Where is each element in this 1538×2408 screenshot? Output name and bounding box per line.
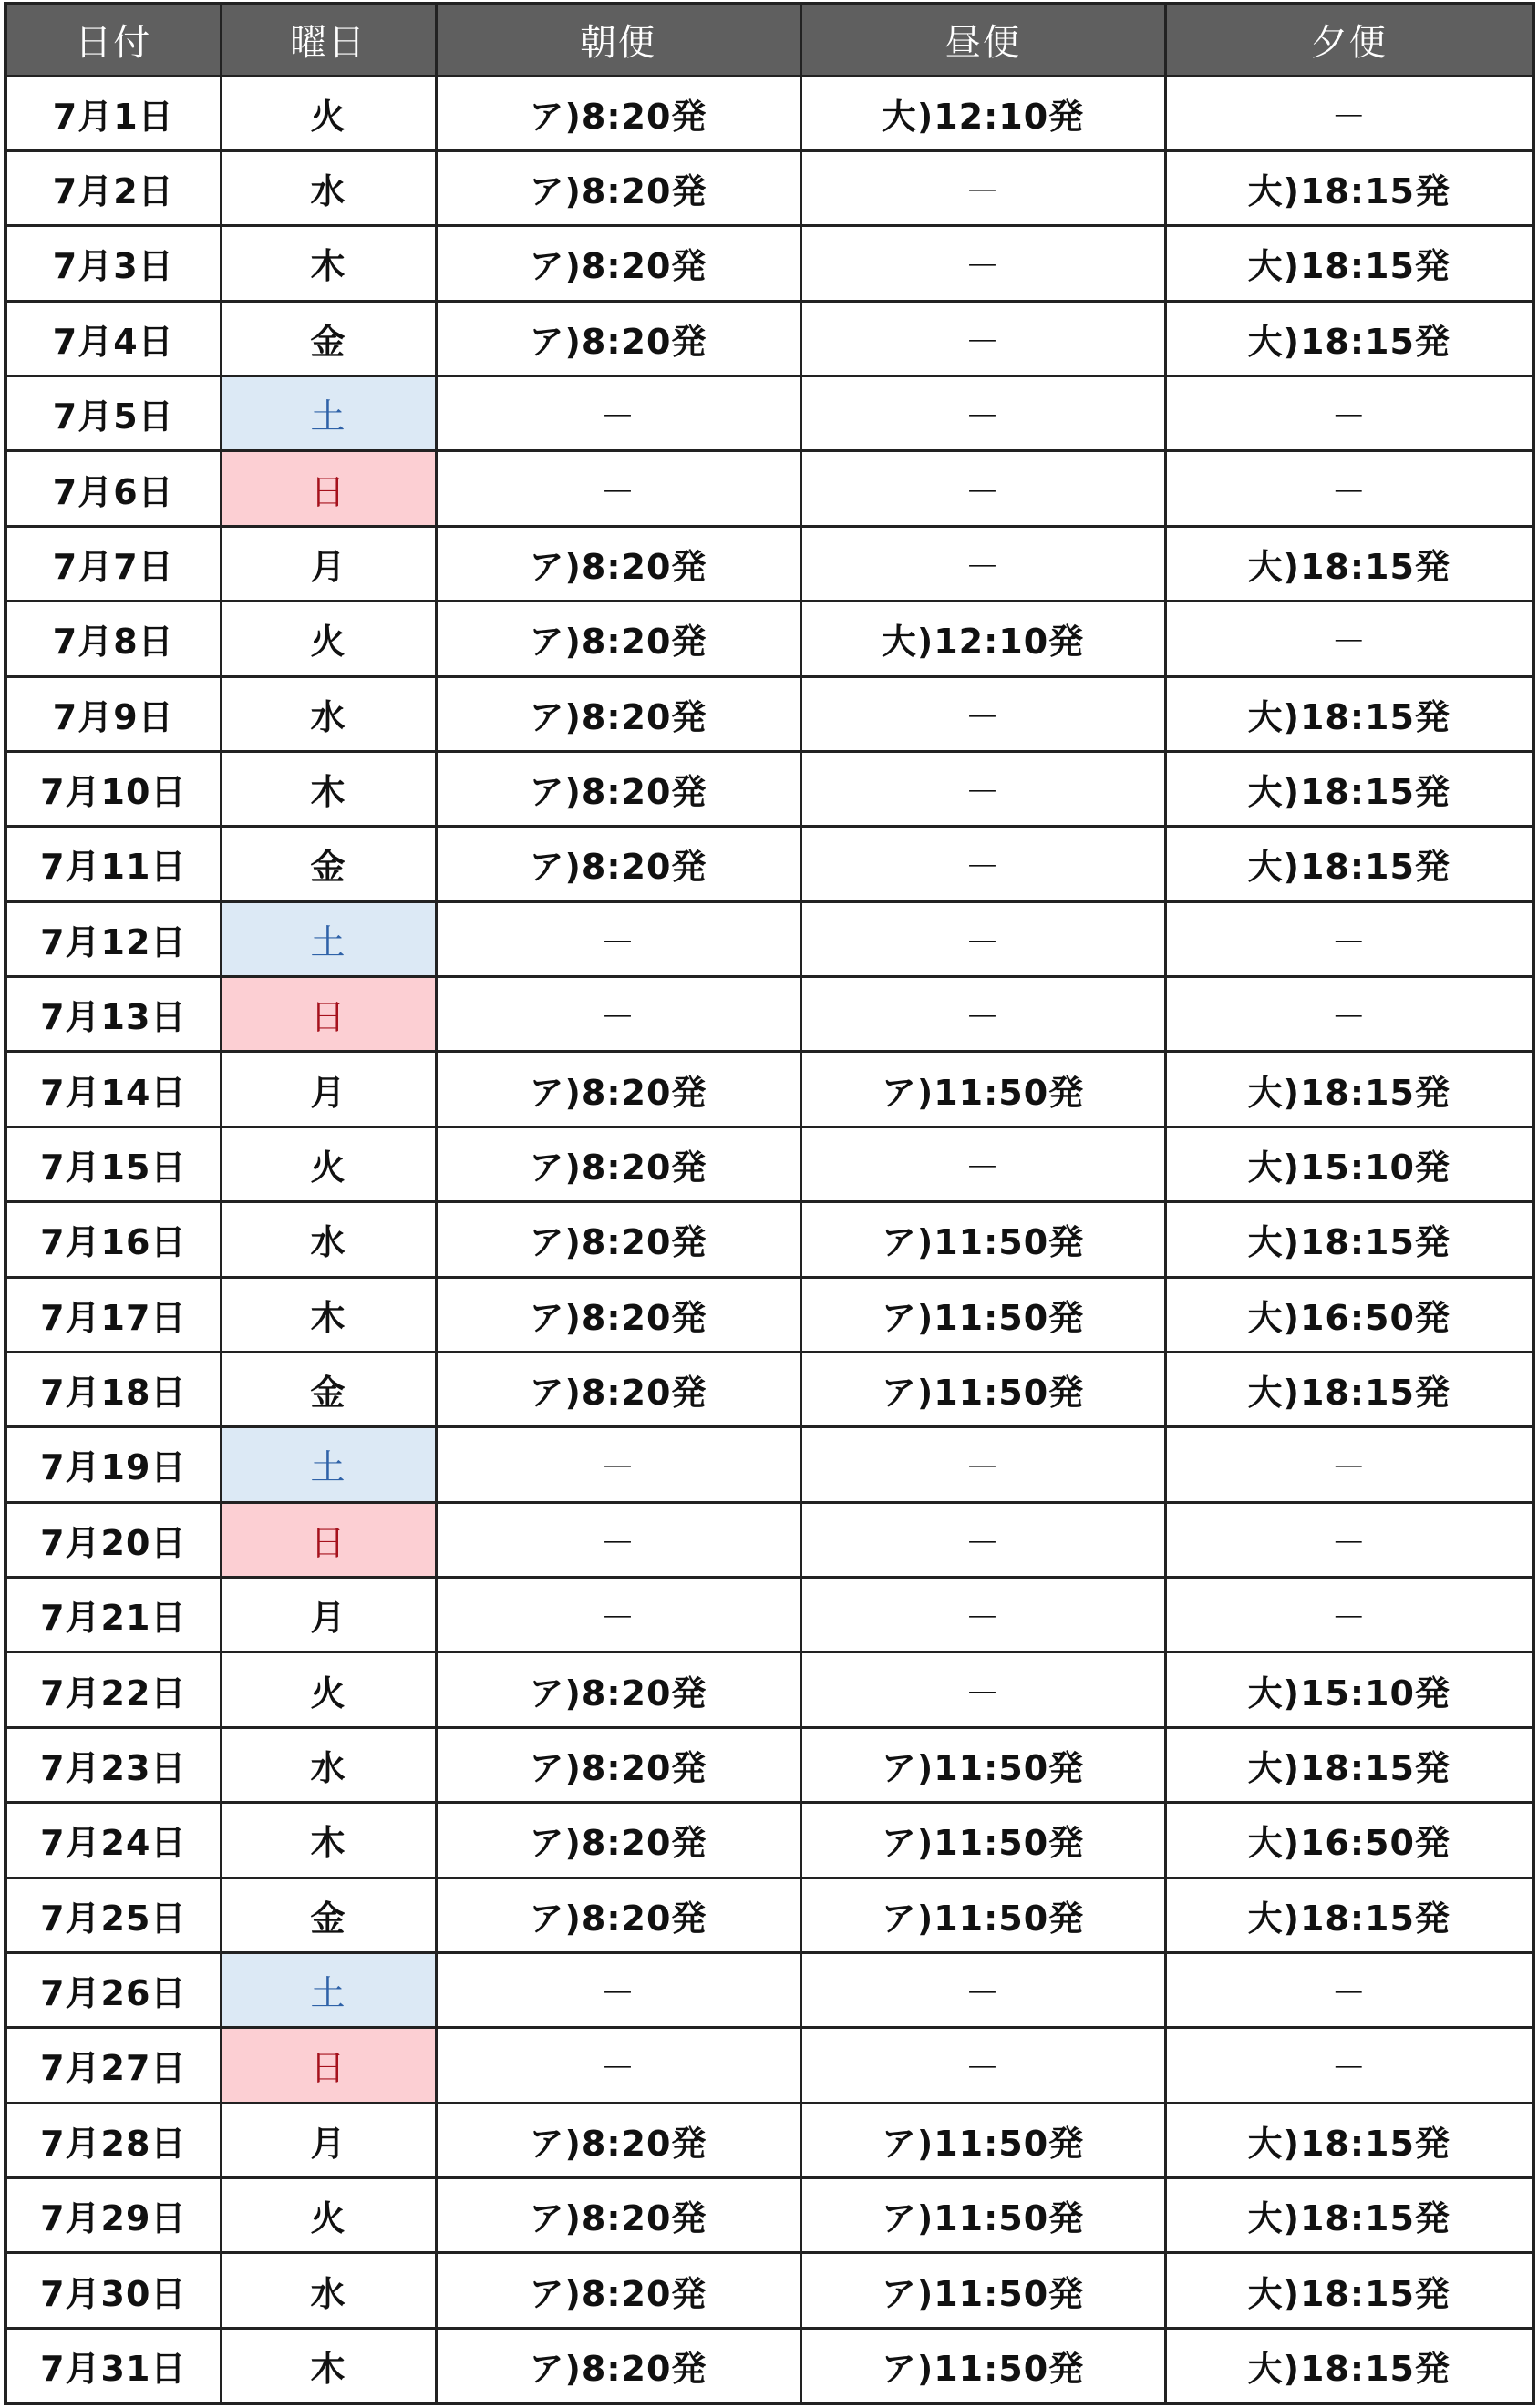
- table-row: [5, 1652, 1533, 1727]
- date-cell: 7月31日: [5, 2328, 221, 2403]
- date-cell: 7月16日: [5, 1202, 221, 1277]
- table-header: [5, 4, 1533, 76]
- evening-cell: 大)15:10発: [1165, 1652, 1533, 1727]
- evening-cell: 大)18:15発: [1165, 827, 1533, 901]
- noon-cell: ア)11:50発: [800, 1878, 1165, 1952]
- date-cell: 7月10日: [5, 751, 221, 826]
- noon-cell: －: [800, 526, 1165, 601]
- table-row: [5, 1427, 1533, 1502]
- evening-cell: －: [1165, 1502, 1533, 1577]
- evening-cell: 大)18:15発: [1165, 226, 1533, 301]
- morning-cell: －: [436, 451, 800, 526]
- evening-cell: 大)16:50発: [1165, 1803, 1533, 1878]
- noon-cell: ア)11:50発: [800, 2178, 1165, 2253]
- morning-cell: －: [436, 1952, 800, 2027]
- date-cell: 7月19日: [5, 1427, 221, 1502]
- weekday-cell: 水: [221, 676, 436, 751]
- weekday-cell: 金: [221, 1878, 436, 1952]
- evening-cell: 大)18:15発: [1165, 1878, 1533, 1952]
- evening-cell: －: [1165, 451, 1533, 526]
- morning-cell: ア)8:20発: [436, 827, 800, 901]
- weekday-cell: 日: [221, 2028, 436, 2103]
- noon-cell: ア)11:50発: [800, 1803, 1165, 1878]
- morning-cell: ア)8:20発: [436, 751, 800, 826]
- table-row: [5, 1202, 1533, 1277]
- noon-cell: －: [800, 1652, 1165, 1727]
- weekday-cell: 木: [221, 1803, 436, 1878]
- evening-cell: －: [1165, 1578, 1533, 1652]
- evening-cell: 大)18:15発: [1165, 150, 1533, 225]
- morning-cell: ア)8:20発: [436, 1878, 800, 1952]
- weekday-cell: 日: [221, 1502, 436, 1577]
- date-cell: 7月3日: [5, 226, 221, 301]
- morning-cell: －: [436, 901, 800, 976]
- noon-cell: －: [800, 376, 1165, 451]
- date-cell: 7月27日: [5, 2028, 221, 2103]
- morning-cell: ア)8:20発: [436, 1652, 800, 1727]
- date-cell: 7月20日: [5, 1502, 221, 1577]
- table-row: [5, 2103, 1533, 2177]
- date-cell: 7月1日: [5, 76, 221, 150]
- date-cell: 7月12日: [5, 901, 221, 976]
- date-cell: 7月5日: [5, 376, 221, 451]
- weekday-cell: 土: [221, 1427, 436, 1502]
- date-cell: 7月25日: [5, 1878, 221, 1952]
- date-cell: 7月21日: [5, 1578, 221, 1652]
- table-row: [5, 977, 1533, 1052]
- noon-cell: ア)11:50発: [800, 2253, 1165, 2328]
- date-cell: 7月17日: [5, 1277, 221, 1352]
- noon-cell: 大)12:10発: [800, 76, 1165, 150]
- table-row: [5, 1352, 1533, 1426]
- noon-cell: －: [800, 977, 1165, 1052]
- date-cell: 7月26日: [5, 1952, 221, 2027]
- date-cell: 7月9日: [5, 676, 221, 751]
- morning-cell: ア)8:20発: [436, 2178, 800, 2253]
- morning-cell: ア)8:20発: [436, 526, 800, 601]
- weekday-cell: 火: [221, 76, 436, 150]
- weekday-cell: 金: [221, 827, 436, 901]
- evening-cell: －: [1165, 977, 1533, 1052]
- noon-cell: －: [800, 1427, 1165, 1502]
- noon-cell: ア)11:50発: [800, 1727, 1165, 1802]
- noon-cell: ア)11:50発: [800, 2328, 1165, 2403]
- date-cell: 7月22日: [5, 1652, 221, 1727]
- noon-cell: －: [800, 751, 1165, 826]
- morning-cell: －: [436, 2028, 800, 2103]
- evening-cell: 大)18:15発: [1165, 751, 1533, 826]
- table-row: [5, 1578, 1533, 1652]
- weekday-cell: 火: [221, 2178, 436, 2253]
- weekday-cell: 月: [221, 1052, 436, 1127]
- table-row: [5, 76, 1533, 150]
- table-row: [5, 901, 1533, 976]
- table-row: [5, 150, 1533, 225]
- date-cell: 7月2日: [5, 150, 221, 225]
- table-row: [5, 1878, 1533, 1952]
- morning-cell: ア)8:20発: [436, 2253, 800, 2328]
- noon-cell: 大)12:10発: [800, 602, 1165, 676]
- date-cell: 7月6日: [5, 451, 221, 526]
- evening-cell: 大)15:10発: [1165, 1127, 1533, 1201]
- evening-cell: －: [1165, 1427, 1533, 1502]
- evening-cell: 大)18:15発: [1165, 1202, 1533, 1277]
- noon-cell: －: [800, 901, 1165, 976]
- table-row: [5, 1952, 1533, 2027]
- morning-cell: ア)8:20発: [436, 2328, 800, 2403]
- weekday-cell: 木: [221, 751, 436, 826]
- table-row: [5, 676, 1533, 751]
- morning-cell: －: [436, 1578, 800, 1652]
- noon-cell: －: [800, 1127, 1165, 1201]
- header-morning: 朝便: [436, 4, 800, 76]
- header-row: [5, 4, 1533, 76]
- table-body: [5, 76, 1533, 2403]
- morning-cell: ア)8:20発: [436, 150, 800, 225]
- date-cell: 7月29日: [5, 2178, 221, 2253]
- date-cell: 7月23日: [5, 1727, 221, 1802]
- morning-cell: ア)8:20発: [436, 1352, 800, 1426]
- table-row: [5, 1127, 1533, 1201]
- morning-cell: ア)8:20発: [436, 1727, 800, 1802]
- date-cell: 7月4日: [5, 301, 221, 376]
- noon-cell: －: [800, 301, 1165, 376]
- date-cell: 7月18日: [5, 1352, 221, 1426]
- morning-cell: ア)8:20発: [436, 676, 800, 751]
- shipping-schedule-table: [4, 2, 1535, 2405]
- table-row: [5, 1803, 1533, 1878]
- header-date: 日付: [5, 4, 221, 76]
- evening-cell: 大)18:15発: [1165, 2328, 1533, 2403]
- evening-cell: 大)18:15発: [1165, 301, 1533, 376]
- noon-cell: －: [800, 1578, 1165, 1652]
- evening-cell: －: [1165, 76, 1533, 150]
- morning-cell: ア)8:20発: [436, 602, 800, 676]
- weekday-cell: 火: [221, 1652, 436, 1727]
- evening-cell: 大)18:15発: [1165, 526, 1533, 601]
- morning-cell: －: [436, 977, 800, 1052]
- noon-cell: －: [800, 451, 1165, 526]
- weekday-cell: 火: [221, 1127, 436, 1201]
- morning-cell: ア)8:20発: [436, 226, 800, 301]
- noon-cell: －: [800, 1952, 1165, 2027]
- table-row: [5, 1277, 1533, 1352]
- table-row: [5, 827, 1533, 901]
- morning-cell: ア)8:20発: [436, 1803, 800, 1878]
- evening-cell: 大)18:15発: [1165, 2103, 1533, 2177]
- table-row: [5, 1502, 1533, 1577]
- header-weekday: 曜日: [221, 4, 436, 76]
- date-cell: 7月13日: [5, 977, 221, 1052]
- date-cell: 7月28日: [5, 2103, 221, 2177]
- evening-cell: －: [1165, 2028, 1533, 2103]
- evening-cell: －: [1165, 901, 1533, 976]
- weekday-cell: 水: [221, 1202, 436, 1277]
- table-row: [5, 376, 1533, 451]
- evening-cell: －: [1165, 1952, 1533, 2027]
- weekday-cell: 日: [221, 977, 436, 1052]
- noon-cell: ア)11:50発: [800, 1052, 1165, 1127]
- weekday-cell: 水: [221, 150, 436, 225]
- noon-cell: －: [800, 2028, 1165, 2103]
- weekday-cell: 土: [221, 376, 436, 451]
- table-row: [5, 1727, 1533, 1802]
- weekday-cell: 金: [221, 301, 436, 376]
- evening-cell: 大)18:15発: [1165, 2253, 1533, 2328]
- table-row: [5, 751, 1533, 826]
- noon-cell: ア)11:50発: [800, 1202, 1165, 1277]
- table-row: [5, 2328, 1533, 2403]
- table-row: [5, 1052, 1533, 1127]
- noon-cell: －: [800, 150, 1165, 225]
- weekday-cell: 月: [221, 2103, 436, 2177]
- evening-cell: 大)18:15発: [1165, 1052, 1533, 1127]
- noon-cell: －: [800, 676, 1165, 751]
- weekday-cell: 木: [221, 226, 436, 301]
- date-cell: 7月24日: [5, 1803, 221, 1878]
- table-row: [5, 602, 1533, 676]
- weekday-cell: 金: [221, 1352, 436, 1426]
- weekday-cell: 月: [221, 526, 436, 601]
- date-cell: 7月7日: [5, 526, 221, 601]
- table-row: [5, 526, 1533, 601]
- noon-cell: －: [800, 827, 1165, 901]
- date-cell: 7月8日: [5, 602, 221, 676]
- weekday-cell: 月: [221, 1578, 436, 1652]
- date-cell: 7月15日: [5, 1127, 221, 1201]
- weekday-cell: 水: [221, 1727, 436, 1802]
- table-row: [5, 226, 1533, 301]
- evening-cell: 大)18:15発: [1165, 676, 1533, 751]
- evening-cell: 大)18:15発: [1165, 1352, 1533, 1426]
- evening-cell: 大)16:50発: [1165, 1277, 1533, 1352]
- morning-cell: ア)8:20発: [436, 1052, 800, 1127]
- evening-cell: 大)18:15発: [1165, 2178, 1533, 2253]
- weekday-cell: 日: [221, 451, 436, 526]
- morning-cell: ア)8:20発: [436, 301, 800, 376]
- weekday-cell: 火: [221, 602, 436, 676]
- header-evening: 夕便: [1165, 4, 1533, 76]
- noon-cell: ア)11:50発: [800, 2103, 1165, 2177]
- morning-cell: ア)8:20発: [436, 1277, 800, 1352]
- date-cell: 7月30日: [5, 2253, 221, 2328]
- morning-cell: ア)8:20発: [436, 76, 800, 150]
- date-cell: 7月11日: [5, 827, 221, 901]
- weekday-cell: 土: [221, 901, 436, 976]
- morning-cell: －: [436, 1502, 800, 1577]
- evening-cell: 大)18:15発: [1165, 1727, 1533, 1802]
- morning-cell: －: [436, 376, 800, 451]
- noon-cell: ア)11:50発: [800, 1277, 1165, 1352]
- table-row: [5, 2178, 1533, 2253]
- table-row: [5, 451, 1533, 526]
- morning-cell: ア)8:20発: [436, 1202, 800, 1277]
- weekday-cell: 水: [221, 2253, 436, 2328]
- morning-cell: －: [436, 1427, 800, 1502]
- evening-cell: －: [1165, 602, 1533, 676]
- noon-cell: －: [800, 1502, 1165, 1577]
- table-row: [5, 2253, 1533, 2328]
- date-cell: 7月14日: [5, 1052, 221, 1127]
- table-row: [5, 2028, 1533, 2103]
- weekday-cell: 木: [221, 2328, 436, 2403]
- header-noon: 昼便: [800, 4, 1165, 76]
- morning-cell: ア)8:20発: [436, 1127, 800, 1201]
- table-row: [5, 301, 1533, 376]
- noon-cell: ア)11:50発: [800, 1352, 1165, 1426]
- weekday-cell: 土: [221, 1952, 436, 2027]
- noon-cell: －: [800, 226, 1165, 301]
- weekday-cell: 木: [221, 1277, 436, 1352]
- evening-cell: －: [1165, 376, 1533, 451]
- morning-cell: ア)8:20発: [436, 2103, 800, 2177]
